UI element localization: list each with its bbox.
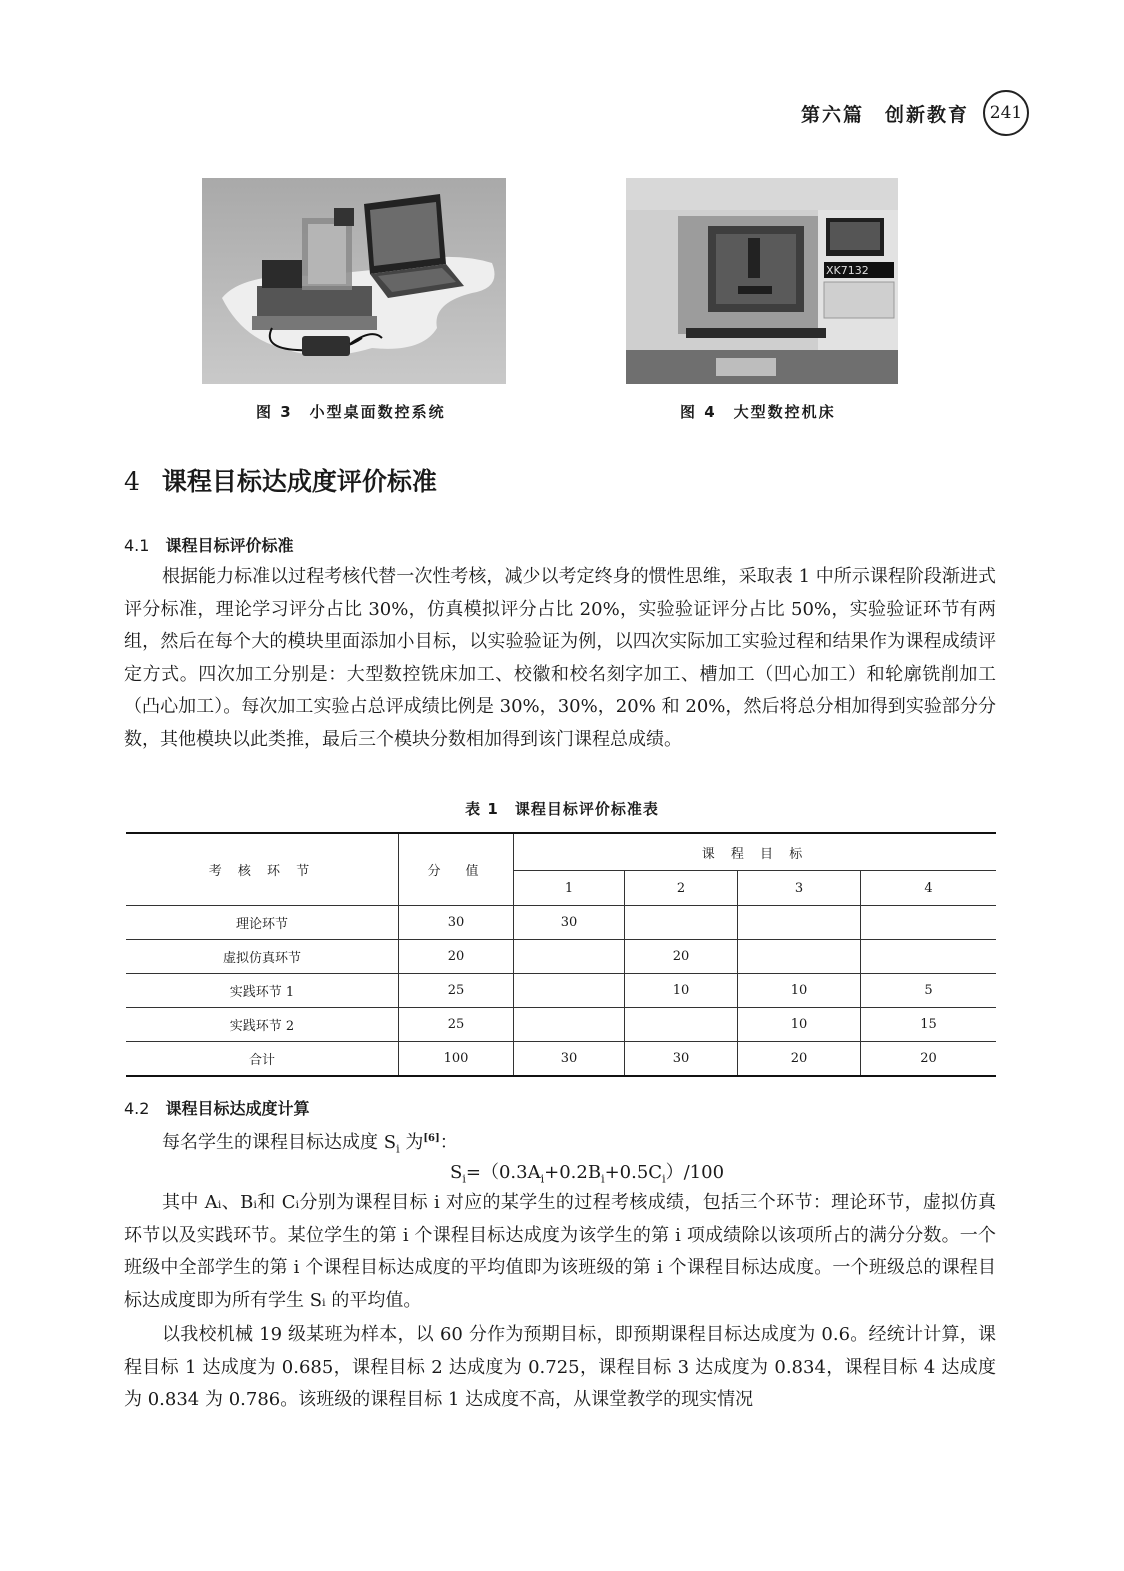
- formula-sub: i: [462, 1172, 466, 1186]
- table-row: [126, 974, 996, 1008]
- running-header: [801, 90, 1029, 136]
- subsection-4-1-heading: [124, 533, 293, 556]
- table-cell: [738, 906, 861, 940]
- paragraph-evaluation-standard: 根据能力标准以过程考核代替一次性考核，减少以考定终身的惯性思维，采取表 1 中所示课程阶段渐进式评分标准，理论学习评分占比 30%，仿真模拟评分占比 20%，实验验证评分占比 50%，实验验证环节有两组，然后在每个大的模块里面添加小目标，以实验验证为例，以四次实际加工实验过程和结果作为课程成绩评定方式。四次加工分别是：大型数控铣床加工、校徽和校名刻字加工、槽加工（凹心加工）和轮廓铣削加工（凸心加工）。每次加工实验占总评成绩比例是 30%，30%，20% 和 20%，然后将总分相加得到实验部分分数，其他模块以此类推，最后三个模块分数相加得到该门课程总成绩。: [124, 566, 996, 750]
- formula-sub: i: [601, 1172, 605, 1186]
- table-title: 表 1 课程目标评价标准表: [465, 800, 659, 818]
- paragraph-sample-results: 以我校机械 19 级某班为样本，以 60 分作为预期目标，即预期课程目标达成度为 0.6。经统计计算，课程目标 1 达成度为 0.685，课程目标 2 达成度为 0.725，课程目标 3 达成度为 0.834，课程目标 4 达成度为 0.834 为 0.786。该班级的课程目标 1 达成度不高，从课堂教学的现实情况: [124, 1324, 996, 1410]
- table-cell: 10: [738, 974, 861, 1008]
- figure-4-image: [626, 178, 898, 384]
- machine-model-plate: XK7132: [826, 264, 869, 277]
- table-cell: 30: [514, 1042, 625, 1077]
- table-cell: [861, 906, 997, 940]
- table-cell: 10: [625, 974, 738, 1008]
- figure-4-caption: 图 4 大型数控机床: [680, 403, 836, 421]
- subsection-number: 4.2: [124, 1099, 150, 1118]
- formula-part: =（0.3A: [465, 1162, 541, 1183]
- formula-part: +0.5C: [604, 1162, 663, 1183]
- table-cell: 25: [399, 1008, 514, 1042]
- table-cell: [861, 940, 997, 974]
- table-row-total: [126, 1042, 996, 1077]
- text-run: ：: [439, 1132, 458, 1153]
- table-cell: 15: [861, 1008, 997, 1042]
- citation-ref: [6]: [423, 1133, 440, 1144]
- figure-3-image: [202, 178, 506, 384]
- header-goal-col: 3: [738, 871, 861, 906]
- header-title: 第六篇 创新教育: [800, 103, 969, 126]
- table-cell: [625, 906, 738, 940]
- table-cell: 25: [399, 974, 514, 1008]
- table-cell: [514, 974, 625, 1008]
- table-cell: 20: [861, 1042, 997, 1077]
- figure-3-caption: 图 3 小型桌面数控系统: [256, 403, 446, 421]
- page-number: 241: [983, 90, 1029, 136]
- table-cell: 30: [514, 906, 625, 940]
- formula-part: +0.2B: [544, 1162, 602, 1183]
- table-cell: 20: [738, 1042, 861, 1077]
- table-cell: 20: [625, 940, 738, 974]
- subsection-title: 课程目标评价标准: [165, 536, 294, 555]
- subsection-number: 4.1: [124, 536, 150, 555]
- evaluation-standard-table: [126, 832, 996, 1077]
- table-cell: 实践环节 2: [126, 1008, 399, 1042]
- table-cell: [514, 1008, 625, 1042]
- header-goal-col: 1: [514, 871, 625, 906]
- table-row: [126, 906, 996, 940]
- header-goal-col: 2: [625, 871, 738, 906]
- table-cell: 5: [861, 974, 997, 1008]
- table-row: [126, 1008, 996, 1042]
- header-goal-col: 4: [861, 871, 997, 906]
- table-cell: 实践环节 1: [126, 974, 399, 1008]
- table-cell: 100: [399, 1042, 514, 1077]
- large-cnc-photo: [626, 178, 898, 384]
- paragraph-formula-explanation: 其中 Aᵢ、Bᵢ和 Cᵢ分别为课程目标 i 对应的某学生的过程考核成绩，包括三个环节：理论环节，虚拟仿真环节以及实践环节。某位学生的第 i 个课程目标达成度为该学生的第 i 项成绩除以该项所占的满分分数。一个班级中全部学生的第 i 个课程目标达成度的平均值即为该班级的第 i 个课程目标达成度。一个班级总的课程目标达成度即为所有学生 Sᵢ 的平均值。: [124, 1192, 996, 1311]
- formula-sub: i: [662, 1172, 666, 1186]
- formula-sub: i: [540, 1172, 545, 1186]
- table-cell: 合计: [126, 1042, 399, 1077]
- text-run: 为: [399, 1132, 424, 1153]
- desktop-cnc-photo: [202, 178, 506, 384]
- section-title: 课程目标达成度评价标准: [161, 467, 437, 496]
- subsection-title: 课程目标达成度计算: [165, 1099, 310, 1118]
- table-cell: [514, 940, 625, 974]
- table-cell: 20: [399, 940, 514, 974]
- subscript: i: [396, 1142, 400, 1156]
- table-cell: [625, 1008, 738, 1042]
- header-course-goal: 课 程 目 标: [514, 833, 997, 871]
- formula-part: S: [450, 1162, 463, 1183]
- attainment-formula: [450, 1158, 724, 1186]
- table-cell: 30: [625, 1042, 738, 1077]
- table-row: [126, 940, 996, 974]
- table-cell: 30: [399, 906, 514, 940]
- table-cell: 理论环节: [126, 906, 399, 940]
- table-cell: 虚拟仿真环节: [126, 940, 399, 974]
- header-score: 分 值: [399, 833, 514, 906]
- section-number: 4: [124, 467, 140, 496]
- text-run: 每名学生的课程目标达成度 S: [162, 1132, 397, 1153]
- section-heading: [124, 462, 437, 498]
- header-stage: 考 核 环 节: [126, 833, 399, 906]
- table-cell: [738, 940, 861, 974]
- subsection-4-2-heading: [124, 1096, 309, 1119]
- formula-part: ）/100: [665, 1162, 725, 1183]
- table-cell: 10: [738, 1008, 861, 1042]
